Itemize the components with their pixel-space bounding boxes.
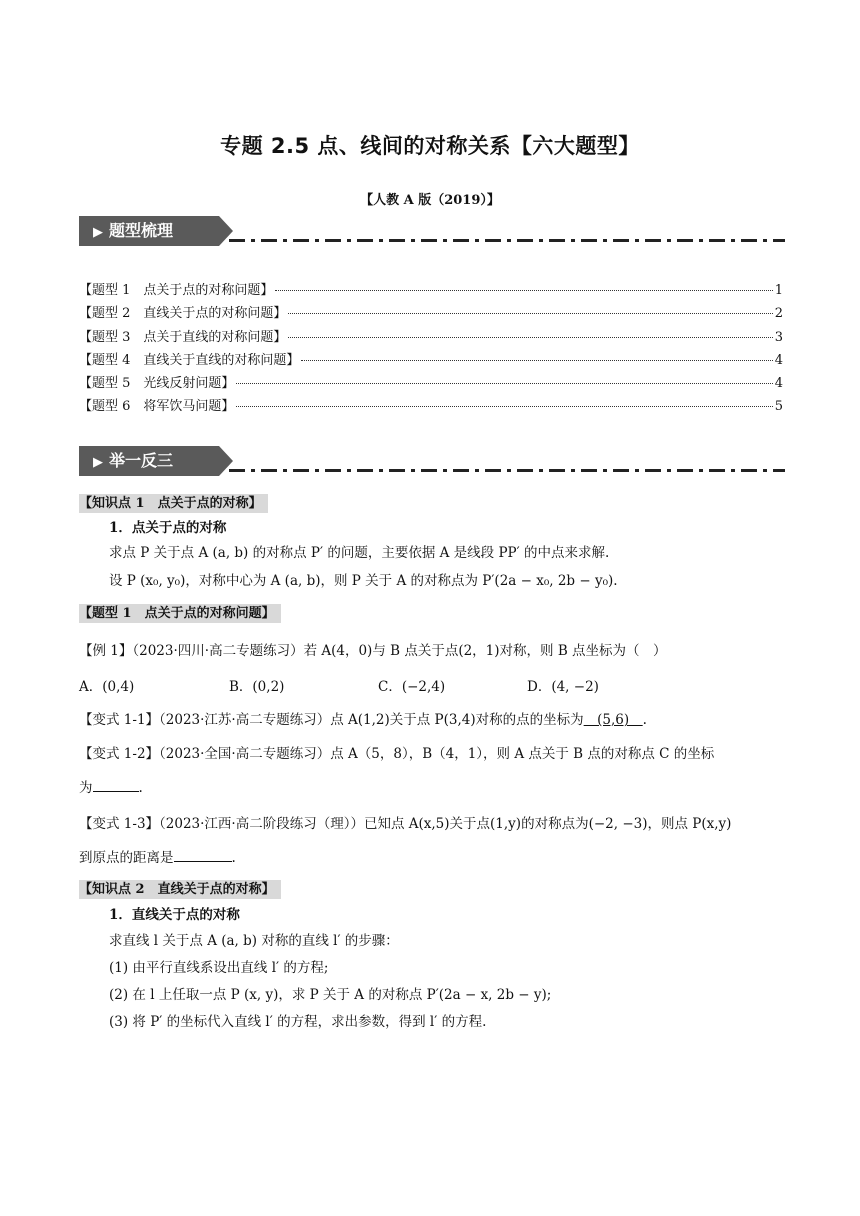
knowledge-point-2-header: 【知识点 2 直线关于点的对称】 [79,880,281,899]
edition-subtitle: 【人教 A 版（2019）】 [360,193,500,208]
toc-item[interactable]: 【题型 3 点关于直线的对称问题】 3 [79,329,783,345]
toc-item[interactable]: 【题型 2 直线关于点的对称问题】 2 [79,306,783,322]
example-1: 【例 1】（2023·四川·高二专题练习）若 A(4，0)与 B 点关于点(2，1)对称，则 B 点坐标为（ ） [79,643,667,659]
toc-item[interactable]: 【题型 4 直线关于直线的对称问题】 4 [79,352,783,368]
option-b[interactable]: B．(0,2) [229,679,285,695]
answer-blank[interactable]: (5,6) [583,712,643,728]
kp2-line4: (3) 将 P′ 的坐标代入直线 l′ 的方程，求出参数，得到 l′ 的方程. [109,1014,487,1030]
practice-banner [79,446,785,478]
knowledge-point-1-header: 【知识点 1 点关于点的对称】 [79,494,268,513]
variant-1-2-line2: 为 . [79,780,143,796]
toc-banner [79,216,785,248]
dash-divider [229,469,785,472]
toc-item[interactable]: 【题型 6 将军饮马问题】 5 [79,399,783,415]
variant-1-3-line2: 到原点的距离是 . [79,850,236,866]
option-c[interactable]: C．(−2,4) [378,679,446,695]
option-d[interactable]: D．(4, −2) [527,679,599,695]
kp2-line1: 求直线 l 关于点 A (a, b) 对称的直线 l′ 的步骤： [109,933,399,949]
play-arrow-icon: ▶ [93,225,103,240]
kp2-line2: (1) 由平行直线系设出直线 l′ 的方程; [109,960,329,976]
kp1-line1: 求点 P 关于点 A (a, b) 的对称点 P′ 的问题，主要依据 A 是线段 PP′ 的中点来求解. [109,545,610,561]
practice-banner-label: 举一反三 [109,451,174,470]
variant-1-3-line1: 【变式 1-3】（2023·江西·高二阶段练习（理））已知点 A(x,5)关于点(1,y)的对称点为(−2, −3)，则点 P(x,y) [79,816,732,832]
toc-item[interactable]: 【题型 1 点关于点的对称问题】 1 [79,283,783,298]
play-arrow-icon: ▶ [93,455,103,470]
kp1-heading: 1．点关于点的对称 [109,520,227,536]
dash-divider [229,239,785,242]
option-a[interactable]: A．(0,4) [79,679,135,695]
type-1-header: 【题型 1 点关于点的对称问题】 [79,604,281,623]
answer-blank[interactable] [174,849,232,862]
toc-banner-label: 题型梳理 [109,221,174,240]
kp2-line3: (2) 在 l 上任取一点 P (x, y)，求 P 关于 A 的对称点 P′(2a − x, 2b − y); [109,987,552,1003]
variant-1-2-line1: 【变式 1-2】（2023·全国·高二专题练习）点 A（5，8），B（4，1），则 A 点关于 B 点的对称点 C 的坐标 [79,746,715,762]
toc-item[interactable]: 【题型 5 光线反射问题】 4 [79,376,783,392]
kp2-heading: 1．直线关于点的对称 [109,907,240,923]
table-of-contents [79,279,783,419]
kp1-line2: 设 P (x₀, y₀)，对称中心为 A (a, b)，则 P 关于 A 的对称点为 P′(2a − x₀, 2b − y₀). [109,573,618,589]
variant-1-1: 【变式 1-1】（2023·江苏·高二专题练习）点 A(1,2)关于点 P(3,4)对称的点的坐标为 (5,6) . [79,712,647,728]
page-title: 专题 2.5 点、线间的对称关系【六大题型】 [220,134,640,158]
answer-blank[interactable] [93,779,139,792]
